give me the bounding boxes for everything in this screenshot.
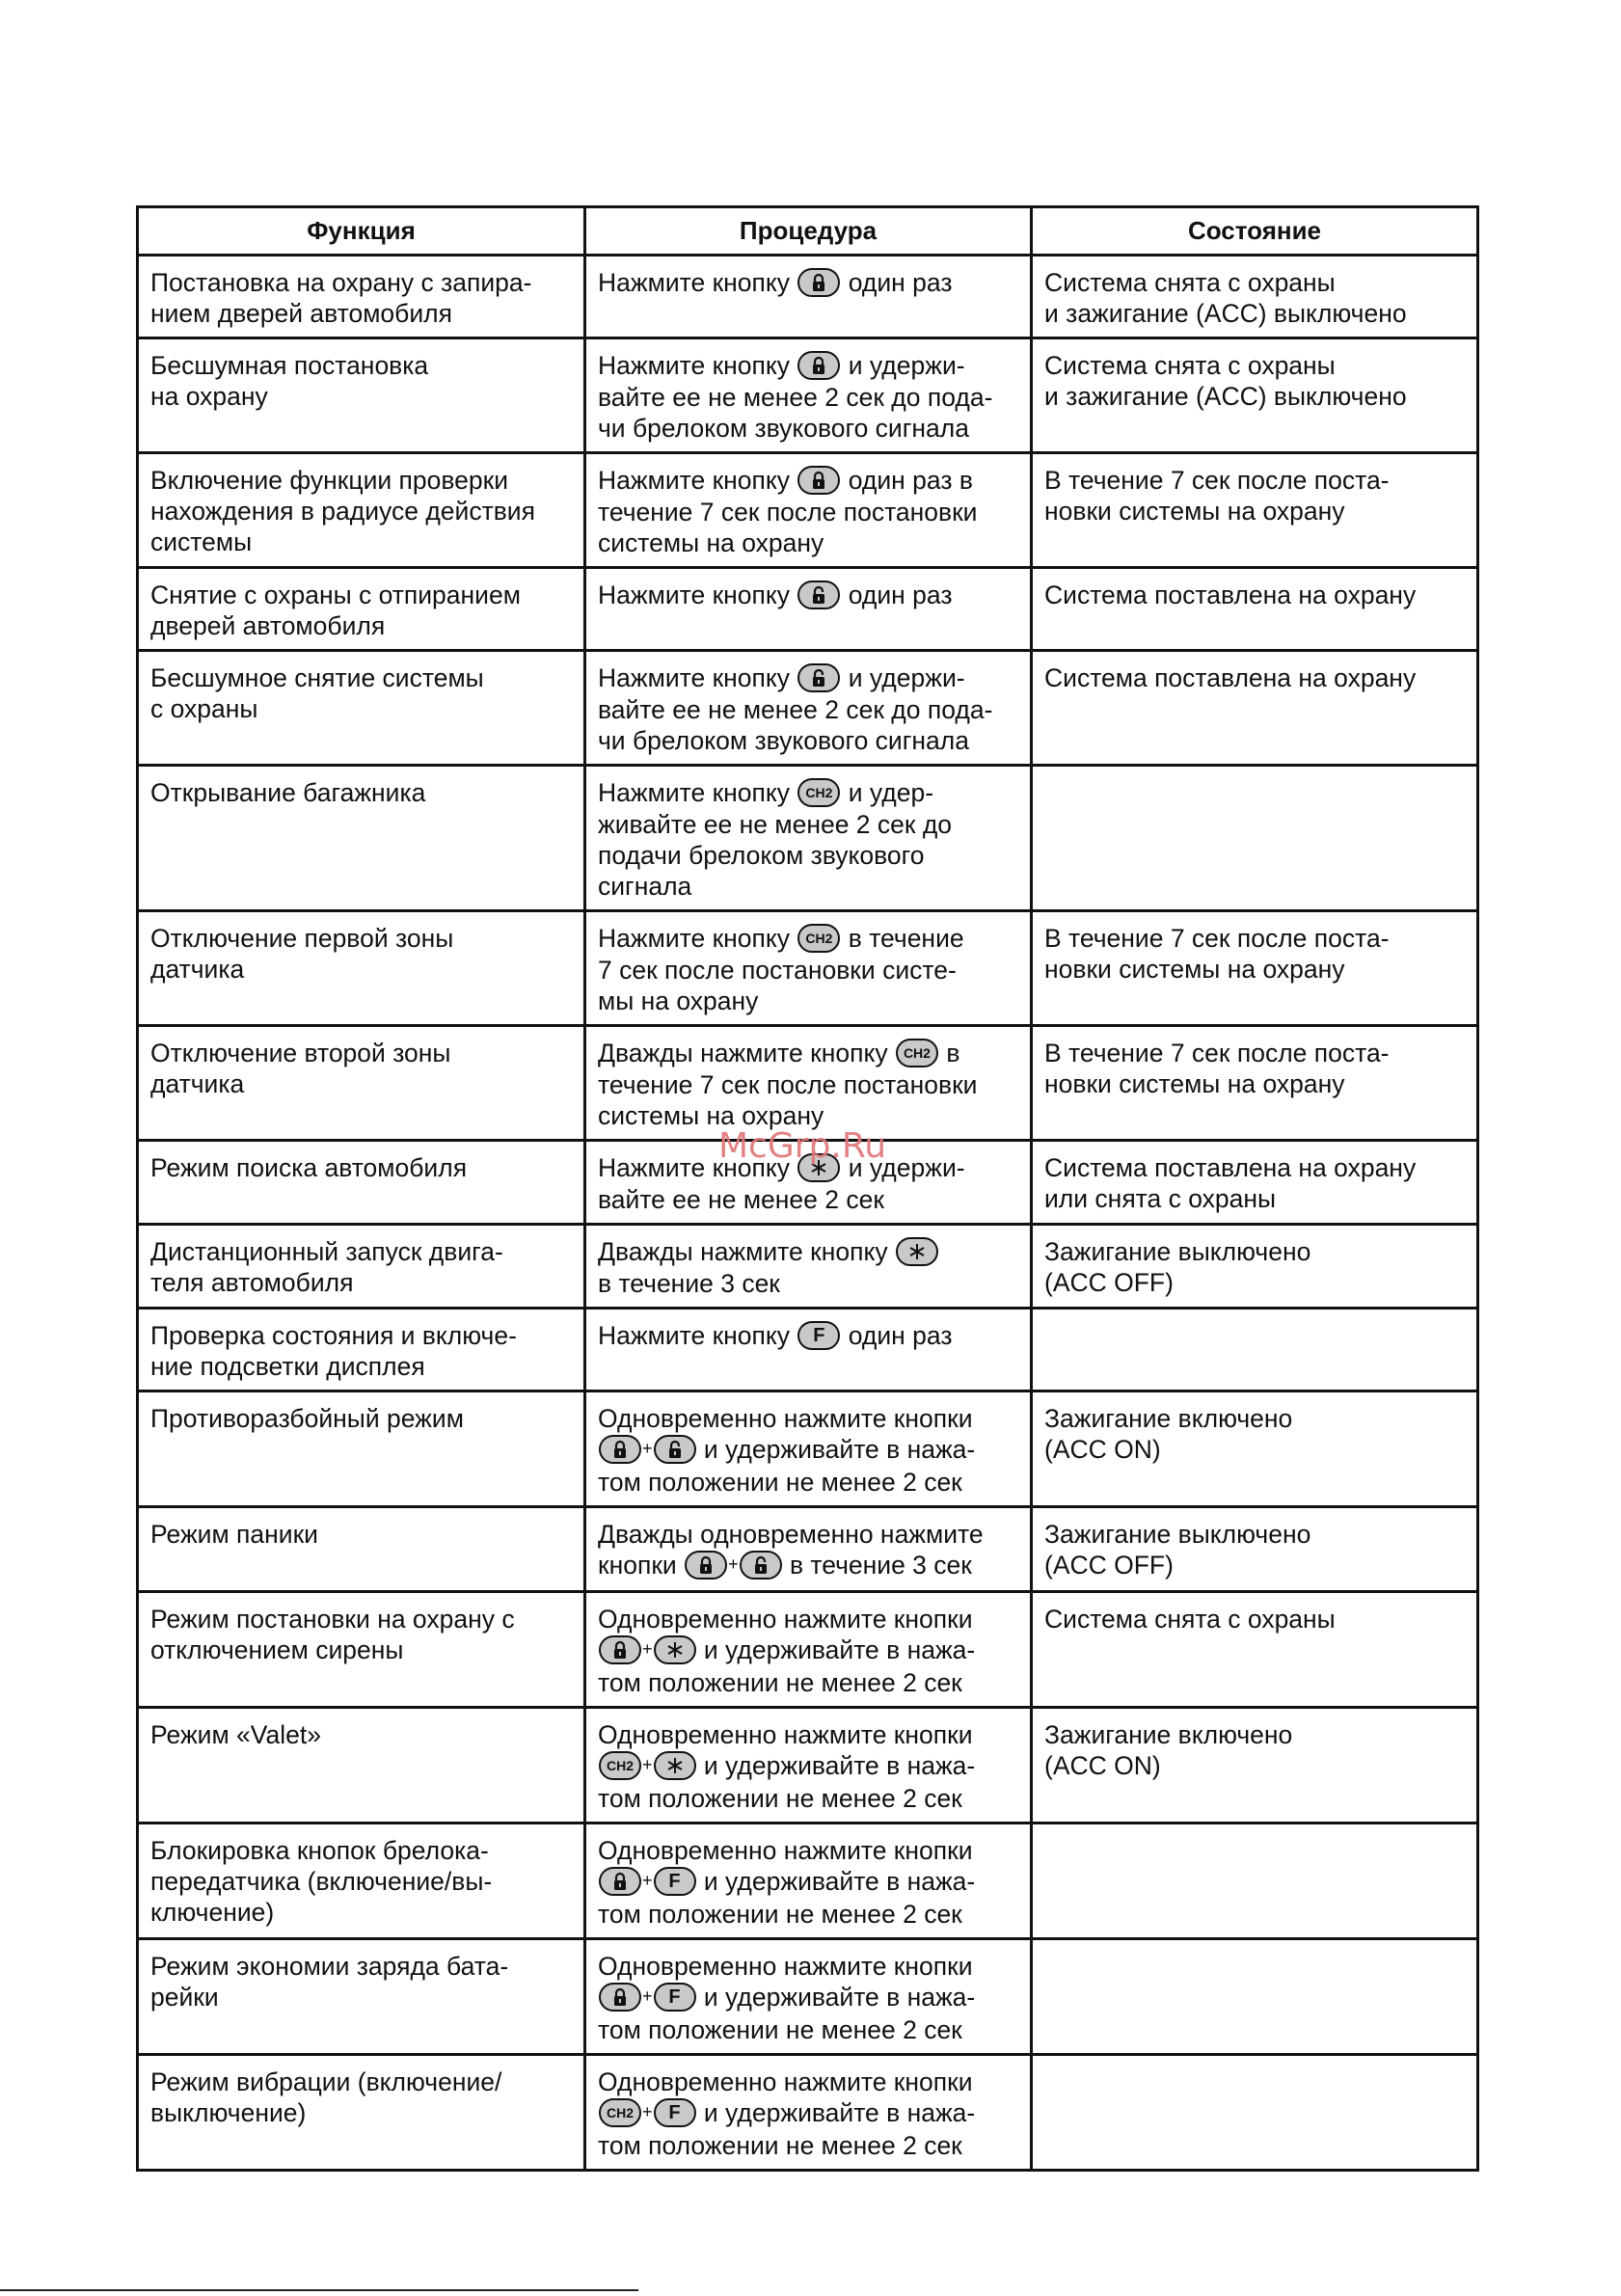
table-row [138, 766, 1478, 911]
function-cell: Режим паники [138, 1507, 585, 1592]
procedure-cell: Нажмите кнопку один раз в течение 7 сек после постановки системы на охрану [585, 453, 1032, 568]
header-state: Состояние [1032, 207, 1478, 256]
procedure-cell: Одновременно нажмите кнопки + и удерживайте в нажа- том положении не менее 2 сек [585, 1391, 1032, 1507]
star-icon [896, 1237, 938, 1266]
function-cell: Режим экономии заряда бата- рейки [138, 1939, 585, 2055]
procedure-cell: Нажмите кнопку F один раз [585, 1309, 1032, 1391]
state-cell [1032, 1823, 1478, 1939]
lock-icon [599, 1867, 641, 1896]
f-icon: F [654, 2098, 696, 2127]
function-cell: Отключение первой зоны датчика [138, 911, 585, 1026]
table-row [138, 1507, 1478, 1592]
table-header-row [138, 207, 1478, 256]
table-row [138, 2055, 1478, 2171]
procedure-cell: Нажмите кнопку и удержи- вайте ее не менее 2 сек [585, 1141, 1032, 1225]
function-cell: Бесшумная постановка на охрану [138, 338, 585, 453]
state-cell [1032, 766, 1478, 911]
star-icon [654, 1751, 696, 1780]
ch2-icon: CH2 [599, 1751, 641, 1780]
procedure-cell: Нажмите кнопку и удержи- вайте ее не менее 2 сек до пода- чи брелоком звукового сигнала [585, 651, 1032, 766]
procedure-cell: Одновременно нажмите кнопки CH2 + F и удерживайте в нажа- том положении не менее 2 сек [585, 2055, 1032, 2171]
state-cell: Зажигание включено (ACC ON) [1032, 1708, 1478, 1823]
table-row [138, 338, 1478, 453]
function-cell: Постановка на охрану с запира- нием дверей автомобиля [138, 256, 585, 338]
table-body [138, 256, 1478, 2171]
lock-icon [797, 351, 840, 380]
table-row [138, 651, 1478, 766]
ch2-icon: CH2 [797, 778, 840, 807]
procedure-cell: Нажмите кнопку CH2 в течение 7 сек после постановки систе- мы на охрану [585, 911, 1032, 1026]
state-cell: Система снята с охраны и зажигание (ACC) выключено [1032, 338, 1478, 453]
unlock-icon [797, 663, 840, 692]
state-cell: Система поставлена на охрану [1032, 568, 1478, 651]
page-bottom-rule [0, 2289, 638, 2291]
table-row [138, 1592, 1478, 1708]
procedure-cell: Нажмите кнопку и удержи- вайте ее не менее 2 сек до пода- чи брелоком звукового сигнала [585, 338, 1032, 453]
plus-sign: + [642, 1439, 653, 1458]
plus-sign: + [642, 1986, 653, 2006]
table-row [138, 568, 1478, 651]
lock-icon [797, 466, 840, 495]
state-cell: В течение 7 сек после поста- новки системы на охрану [1032, 1026, 1478, 1141]
function-cell: Бесшумное снятие системы с охраны [138, 651, 585, 766]
procedure-cell: Одновременно нажмите кнопки + и удерживайте в нажа- том положении не менее 2 сек [585, 1592, 1032, 1708]
header-function: Функция [138, 207, 585, 256]
procedure-cell: Одновременно нажмите кнопки + F и удерживайте в нажа- том положении не менее 2 сек [585, 1939, 1032, 2055]
state-cell: Система поставлена на охрану [1032, 651, 1478, 766]
function-cell: Отключение второй зоны датчика [138, 1026, 585, 1141]
lock-icon [797, 268, 840, 297]
function-cell: Противоразбойный режим [138, 1391, 585, 1507]
lock-icon [599, 1983, 641, 2012]
state-cell: Зажигание включено (ACC ON) [1032, 1391, 1478, 1507]
procedure-cell: Нажмите кнопку один раз [585, 568, 1032, 651]
procedure-cell: Одновременно нажмите кнопки CH2 + и удерживайте в нажа- том положении не менее 2 сек [585, 1708, 1032, 1823]
function-cell: Включение функции проверки нахождения в радиусе действия системы [138, 453, 585, 568]
table-row [138, 1391, 1478, 1507]
plus-sign: + [642, 1871, 653, 1890]
ch2-icon: CH2 [599, 2098, 641, 2127]
watermark: McGrp.Ru [718, 1126, 887, 1166]
function-cell: Режим постановки на охрану с отключением сирены [138, 1592, 585, 1708]
f-icon: F [654, 1867, 696, 1896]
function-cell: Дистанционный запуск двига- теля автомобиля [138, 1225, 585, 1309]
procedure-cell: Нажмите кнопку CH2 и удер- живайте ее не менее 2 сек до подачи брелоком звукового сигнала [585, 766, 1032, 911]
function-cell: Режим вибрации (включение/ выключение) [138, 2055, 585, 2171]
function-cell: Открывание багажника [138, 766, 585, 911]
table-row [138, 911, 1478, 1026]
state-cell: Зажигание выключено (ACC OFF) [1032, 1225, 1478, 1309]
function-table [136, 205, 1479, 2172]
state-cell: Система снята с охраны и зажигание (ACC) выключено [1032, 256, 1478, 338]
plus-sign: + [642, 1639, 653, 1659]
state-cell [1032, 1309, 1478, 1391]
procedure-cell: Одновременно нажмите кнопки + F и удерживайте в нажа- том положении не менее 2 сек [585, 1823, 1032, 1939]
header-procedure: Процедура [585, 207, 1032, 256]
table-row [138, 1026, 1478, 1141]
procedure-cell: Нажмите кнопку один раз [585, 256, 1032, 338]
state-cell [1032, 1939, 1478, 2055]
function-cell: Снятие с охраны с отпиранием дверей автомобиля [138, 568, 585, 651]
function-cell: Проверка состояния и включе- ние подсветки дисплея [138, 1309, 585, 1391]
ch2-icon: CH2 [797, 924, 840, 953]
lock-icon [599, 1435, 641, 1464]
state-cell [1032, 2055, 1478, 2171]
function-cell: Режим «Valet» [138, 1708, 585, 1823]
lock-icon [685, 1551, 727, 1580]
state-cell: В течение 7 сек после поста- новки системы на охрану [1032, 911, 1478, 1026]
unlock-icon [740, 1551, 782, 1580]
state-cell: Зажигание выключено (ACC OFF) [1032, 1507, 1478, 1592]
procedure-cell: Дважды одновременно нажмите кнопки + в течение 3 сек [585, 1507, 1032, 1592]
state-cell: Система снята с охраны [1032, 1592, 1478, 1708]
function-cell: Режим поиска автомобиля [138, 1141, 585, 1225]
function-cell: Блокировка кнопок брелока- передатчика (включение/вы- ключение) [138, 1823, 585, 1939]
table-row [138, 1939, 1478, 2055]
ch2-icon: CH2 [896, 1039, 938, 1067]
lock-icon [599, 1635, 641, 1664]
f-icon: F [654, 1983, 696, 2012]
unlock-icon [654, 1435, 696, 1464]
table-row [138, 1823, 1478, 1939]
table-row [138, 1309, 1478, 1391]
table-row [138, 1225, 1478, 1309]
star-icon [654, 1635, 696, 1664]
plus-sign: + [642, 1755, 653, 1774]
table-row [138, 256, 1478, 338]
plus-sign: + [642, 2102, 653, 2121]
unlock-icon [797, 581, 840, 609]
plus-sign: + [728, 1554, 739, 1574]
state-cell: В течение 7 сек после поста- новки системы на охрану [1032, 453, 1478, 568]
procedure-cell: Дважды нажмите кнопку CH2 в течение 7 сек после постановки системы на охрану [585, 1026, 1032, 1141]
procedure-cell: Дважды нажмите кнопку в течение 3 сек [585, 1225, 1032, 1309]
f-icon: F [797, 1321, 840, 1350]
table-row [138, 1708, 1478, 1823]
table-row [138, 453, 1478, 568]
state-cell: Система поставлена на охрану или снята с охраны [1032, 1141, 1478, 1225]
